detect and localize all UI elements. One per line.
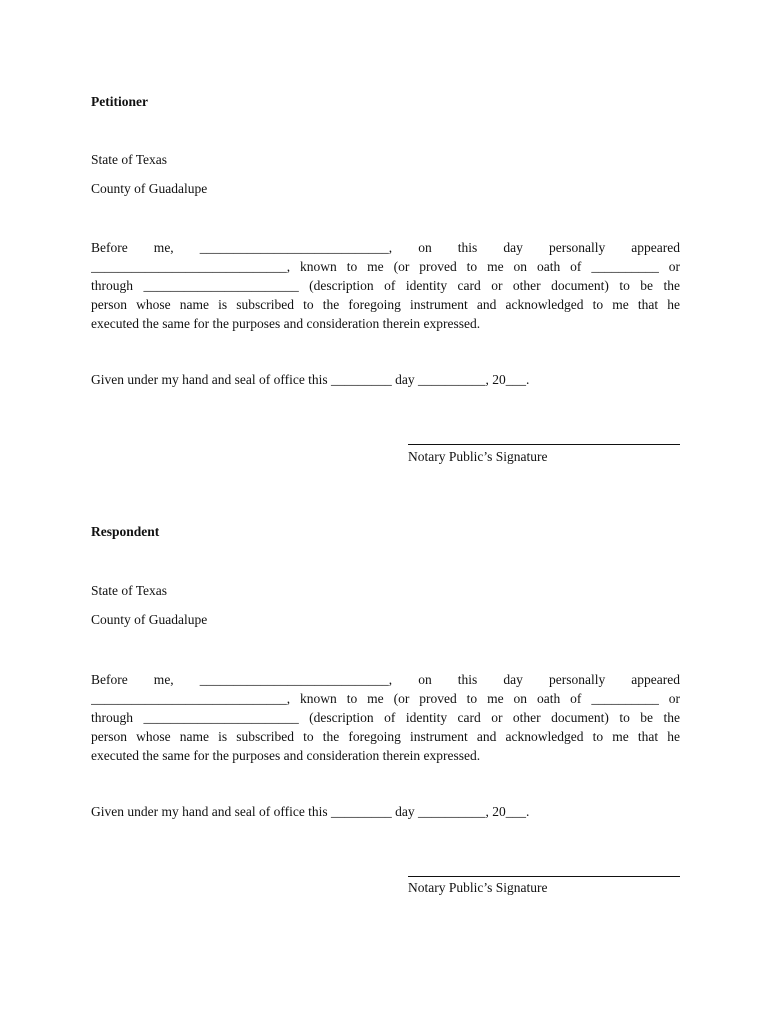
- county-line: County of Guadalupe: [91, 612, 208, 627]
- acknowledgment-line: _____________________________, known to me (or proved to me on oath of __________ or: [91, 691, 680, 706]
- signature-label: Notary Public’s Signature: [408, 880, 548, 895]
- acknowledgment-line: executed the same for the purposes and consideration therein expressed.: [91, 748, 481, 763]
- acknowledgment-line: Before me, ____________________________, on this day personally appeared: [91, 672, 680, 687]
- signature-label: Notary Public’s Signature: [408, 449, 548, 464]
- given-under-hand-line: Given under my hand and seal of office this _________ day __________, 20___.: [91, 804, 530, 819]
- given-under-hand-line: Given under my hand and seal of office this _________ day __________, 20___.: [91, 372, 530, 387]
- section-heading-respondent: Respondent: [91, 524, 160, 539]
- acknowledgment-line: through _______________________ (description of identity card or other document) to be the: [91, 710, 680, 725]
- signature-line: [408, 876, 680, 877]
- acknowledgment-paragraph: [91, 670, 680, 765]
- county-line: County of Guadalupe: [91, 181, 208, 196]
- acknowledgment-line: executed the same for the purposes and consideration therein expressed.: [91, 316, 481, 331]
- acknowledgment-line: person whose name is subscribed to the foregoing instrument and acknowledged to me that he: [91, 729, 680, 744]
- acknowledgment-paragraph: [91, 238, 680, 333]
- acknowledgment-line: Before me, ____________________________, on this day personally appeared: [91, 240, 680, 255]
- acknowledgment-line: through _______________________ (description of identity card or other document) to be the: [91, 278, 680, 293]
- acknowledgment-line: person whose name is subscribed to the foregoing instrument and acknowledged to me that he: [91, 297, 680, 312]
- signature-line: [408, 444, 680, 445]
- state-line: State of Texas: [91, 152, 168, 167]
- state-line: State of Texas: [91, 583, 168, 598]
- acknowledgment-line: _____________________________, known to me (or proved to me on oath of __________ or: [91, 259, 680, 274]
- section-heading-petitioner: Petitioner: [91, 94, 148, 109]
